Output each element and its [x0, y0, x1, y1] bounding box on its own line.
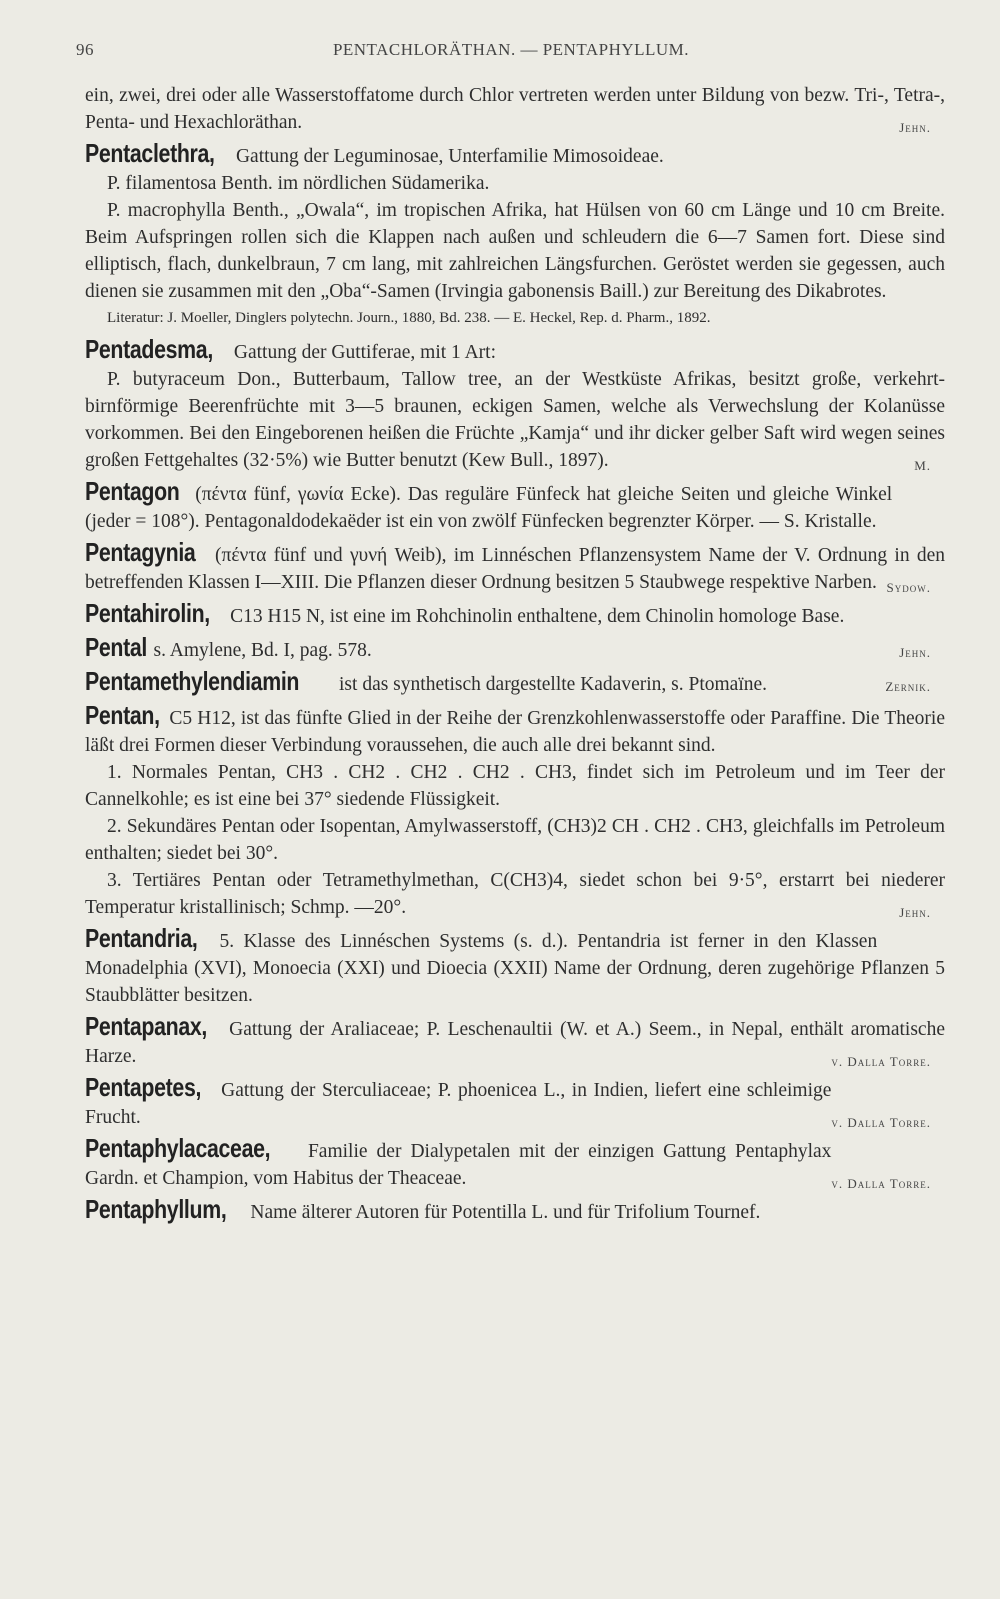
pentaphyllum-text: Name älterer Autoren für Potentilla L. und für Trifolium Tournef. — [250, 1202, 761, 1223]
pentan-signature: Jehn. — [899, 905, 931, 920]
running-header — [76, 40, 946, 70]
pentan-item-1: 1. Normales Pentan, CH3 . CH2 . CH2 . CH2 . CH3, findet sich im Petroleum und im Teer der Cannelkohle; es ist eine bei 37° siedende Flüssigkeit. — [85, 762, 945, 810]
page-number: 96 — [76, 40, 94, 59]
entry-pentan — [85, 702, 945, 921]
pentaclethra-text: Gattung der Leguminosae, Unterfamilie Mimosoideae. — [235, 146, 664, 167]
running-title: PENTACHLORÄTHAN. — PENTAPHYLLUM. — [332, 40, 690, 59]
intro-text: ein, zwei, drei oder alle Wasserstoffatome durch Chlor vertreten werden unter Bildung von bezw. Tri-, Tetra-, Penta- und Hexachloräthan. — [85, 85, 945, 133]
pentahirolin-text: C13 H15 N, ist eine im Rohchinolin enthaltene, dem Chinolin homologe Base. — [230, 606, 845, 627]
headword-pentamethylendiamin: Pentamethylendiamin — [85, 666, 300, 696]
headword-pentahirolin: Pentahirolin, — [85, 598, 210, 628]
pental-signature: Jehn. — [899, 645, 931, 660]
entry-pentapanax — [85, 1013, 945, 1070]
headword-pentan: Pentan, — [85, 700, 160, 730]
entry-pentahirolin — [85, 600, 945, 630]
entry-pentaphyllum — [85, 1196, 945, 1226]
pentadesma-p1: P. butyraceum Don., Butterbaum, Tallow tree, an der Westküste Afrikas, besitzt große, verkehrt-birnförmige Beerenfrüchte mit 3—5 braunen, eckigen Samen, welche als Verwechslung der Kolanüsse vorkommen. Bei den Eingeborenen heißen die Früchte „Kamja“ und ihr dicker gelber Saft wird wegen seines großen Fettgehaltes (32·5%) wie Butter benutzt (Kew Bull., 1897). — [85, 369, 945, 471]
entry-pental — [85, 634, 945, 664]
headword-pentapetes: Pentapetes, — [85, 1072, 202, 1102]
pentapanax-signature: v. Dalla Torre. — [831, 1054, 931, 1069]
entry-pentadesma — [85, 336, 945, 474]
pentadesma-text: Gattung der Guttiferae, mit 1 Art: — [233, 342, 496, 363]
entry-pentaclethra — [85, 140, 945, 332]
headword-pentaphylacaceae: Pentaphylacaceae, — [85, 1133, 271, 1163]
entry-pentagynia — [85, 539, 945, 596]
headword-pentagynia: Pentagynia — [85, 537, 196, 567]
pentaphylacaceae-signature: v. Dalla Torre. — [831, 1176, 931, 1191]
pentaphylacaceae-text: Familie der Dialypetalen mit der einzigen Gattung Pentaphylax Gardn. et Champion, vom Habitus der Theaceae. — [85, 1141, 832, 1189]
headword-pentandria: Pentandria, — [85, 923, 198, 953]
pentandria-text: 5. Klasse des Linnéschen Systems (s. d.). Pentandria ist ferner in den Klassen Monadelphia (XVI), Monoecia (XXI) und Dioecia (XXII) Name der Ordnung, deren zugehörige Pflanzen 5 Staubblätter besitzen. — [85, 931, 945, 1006]
pentapetes-signature: v. Dalla Torre. — [831, 1115, 931, 1130]
pentagynia-signature: Sydow. — [886, 580, 931, 595]
pentamethylendiamin-signature: Zernik. — [885, 679, 931, 694]
headword-pentaphyllum: Pentaphyllum, — [85, 1194, 227, 1224]
pentapanax-text: Gattung der Araliaceae; P. Leschenaultii (W. et A.) Seem., in Nepal, enthält aromatische Harze. — [85, 1019, 945, 1067]
headword-pentadesma: Pentadesma, — [85, 334, 213, 364]
intro-signature: Jehn. — [899, 120, 931, 135]
entry-pentamethylendiamin — [85, 668, 945, 698]
headword-pentagon: Pentagon — [85, 476, 180, 506]
page-body — [85, 82, 945, 1226]
pentaclethra-p2: P. macrophylla Benth., „Owala“, im tropischen Afrika, hat Hülsen von 60 cm Länge und 10 cm Breite. Beim Aufspringen rollen sich die Klappen nach außen und schleudern die 6—7 Samen fort. Diese sind elliptisch, flach, dunkelbraun, 7 cm lang, mit zahlreichen Längsfurchen. Geröstet werden sie gegessen, auch dienen sie zusammen mit den „Oba“-Samen (Irvingia gabonensis Baill.) zur Bereitung des Dikabrotes. — [85, 200, 945, 302]
entry-pentandria — [85, 925, 945, 1009]
pentagynia-text: (πέντα fünf und γυνή Weib), im Linnéschen Pflanzensystem Name der V. Ordnung in den betreffenden Klassen I—XIII. Die Pflanzen dieser Ordnung besitzen 5 Staubwege respektive Narben. — [85, 545, 946, 593]
headword-pentapanax: Pentapanax, — [85, 1011, 208, 1041]
pentan-item-2: 2. Sekundäres Pentan oder Isopentan, Amylwasserstoff, (CH3)2 CH . CH2 . CH3, gleichfalls im Petroleum enthalten; siedet bei 30°. — [85, 816, 945, 864]
pentan-text: C5 H12, ist das fünfte Glied in der Reihe der Grenzkohlenwasserstoffe oder Paraffine. Die Theorie läßt drei Formen dieser Verbindung voraussehen, die auch alle drei bekannt sind. — [85, 708, 945, 756]
pental-text: s. Amylene, Bd. I, pag. 578. — [153, 640, 372, 661]
pentagon-text: (πέντα fünf, γωνία Ecke). Das reguläre Fünfeck hat gleiche Seiten und gleiche Winkel (jeder = 108°). Pentagonaldodekaëder ist ein von zwölf Fünfecken begrenzter Körper. — S. Kristalle. — [85, 484, 893, 532]
headword-pentaclethra: Pentaclethra, — [85, 138, 215, 168]
pentaclethra-p1: P. filamentosa Benth. im nördlichen Südamerika. — [107, 173, 490, 194]
entry-pentagon — [85, 478, 945, 535]
pentamethylendiamin-text: ist das synthetisch dargestellte Kadaverin, s. Ptomaïne. — [339, 674, 768, 695]
pentapetes-text: Gattung der Sterculiaceae; P. phoenicea L., in Indien, liefert eine schleimige Frucht. — [85, 1080, 832, 1128]
entry-pentaphylacaceae — [85, 1135, 945, 1192]
entry-pentapetes — [85, 1074, 945, 1131]
intro-paragraph — [85, 82, 945, 136]
headword-pental: Pental — [85, 632, 148, 662]
pentan-item-3: 3. Tertiäres Pentan oder Tetramethylmethan, C(CH3)4, siedet schon bei 9·5°, erstarrt bei niederer Temperatur kristallinisch; Schmp. —20°. — [85, 870, 945, 918]
pentadesma-signature: M. — [914, 458, 931, 473]
pentaclethra-literature: Literatur: J. Moeller, Dinglers polytechn. Journ., 1880, Bd. 238. — E. Heckel, Rep. d. Pharm., 1892. — [107, 310, 711, 326]
